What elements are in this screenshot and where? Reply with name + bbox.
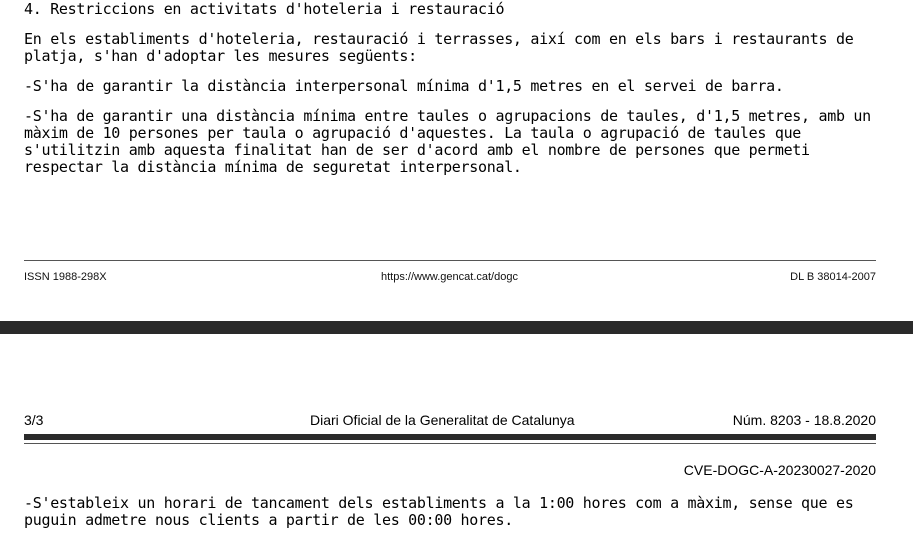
document-page-2	[0, 334, 913, 533]
footer-legal-deposit: DL B 38014-2007	[790, 271, 876, 283]
paragraph-bar-distance: -S'ha de garantir la distància interpersonal mínima d'1,5 metres en el servei de barra.	[24, 77, 784, 95]
publication-title: Diari Oficial de la Generalitat de Catalunya	[310, 412, 575, 428]
issue-number: Núm. 8203 - 18.8.2020	[732, 412, 876, 428]
header-thick-rule	[24, 434, 876, 440]
paragraph-table-distance: -S'ha de garantir una distància mínima entre taules o agrupacions de taules, d'1,5 metres, amb un màxim de 10 persones per taula o agrupació d'aquestes. La taula o agrupació de taules que s'utilitzin amb aquesta finalitat han de ser d'acord amb el nombre de persones que permeti respectar la distància mínima de seguretat interpersonal.	[24, 107, 871, 176]
section-heading: 4. Restriccions en activitats d'hoteleria i restauració	[24, 0, 505, 18]
paragraph-closing-hours: -S'estableix un horari de tancament dels establiments a la 1:00 hores com a màxim, sense que es puguin admetre nous clients a partir de les 00:00 hores.	[24, 494, 854, 529]
page-number: 3/3	[24, 412, 44, 428]
page-separator	[0, 321, 913, 334]
cve-code: CVE-DOGC-A-20230027-2020	[683, 462, 876, 478]
footer-issn: ISSN 1988-298X	[24, 271, 107, 283]
footer-url-link[interactable]: https://www.gencat.cat/dogc	[381, 271, 518, 283]
footer-divider	[24, 260, 876, 261]
header-thin-rule	[24, 443, 876, 444]
paragraph-intro: En els establiments d'hoteleria, restauració i terrasses, així com en els bars i restaurants de platja, s'han d'adoptar les mesures següents:	[24, 30, 854, 65]
